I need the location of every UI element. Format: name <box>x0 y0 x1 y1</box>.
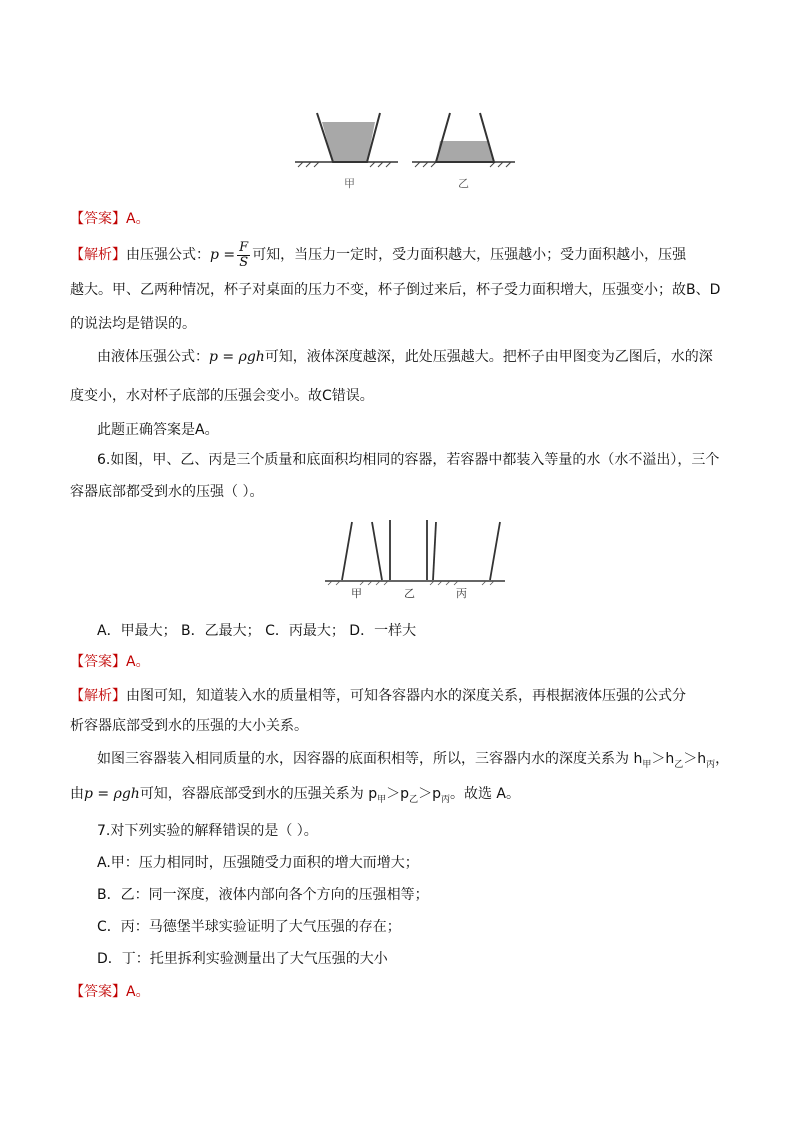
q5-analysis-line3: 的说法均是错误的。 <box>70 316 196 332</box>
subscript-bing: 丙 <box>706 759 716 770</box>
text: ＞p <box>386 786 410 802</box>
q5-analysis-line2: 越大。甲、乙两种情况，杯子对桌面的压力不变，杯子倒过来后，杯子受力面积增大，压强变小；故B、D <box>70 282 721 298</box>
q6-stem-line1: 6.如图，甲、乙、丙是三个质量和底面积均相同的容器，若容器中都装入等量的水（水不溢出），三个 <box>97 452 720 468</box>
answer-tag: 【答案】 <box>70 984 126 1000</box>
answer-value: A。 <box>126 984 150 1000</box>
pressure-fraction <box>237 241 250 270</box>
text: ＞h <box>651 751 675 767</box>
q6-analysis-line1 <box>70 685 686 707</box>
formula: p = ρgh <box>209 349 265 365</box>
text: ＞h <box>683 751 707 767</box>
analysis-tag: 【解析】 <box>70 247 126 263</box>
text: 由液体压强公式： <box>97 349 209 365</box>
q5-analysis-line5: 度变小，水对杯子底部的压强会变小。故C错误。 <box>70 388 374 404</box>
q6-analysis-line4 <box>70 783 520 811</box>
subscript-jia: 甲 <box>642 759 652 770</box>
q6-analysis-line2: 析容器底部受到水的压强的大小关系。 <box>70 718 308 734</box>
q7-option-d: D．丁：托里拆利实验测量出了大气压强的大小 <box>97 951 388 967</box>
text: 如图三容器装入相同质量的水，因容器的底面积相等，所以，三容器内水的深度关系为 h <box>97 751 643 767</box>
q5-answer <box>70 208 150 230</box>
formula-lhs: p = <box>210 247 236 263</box>
text: ＞p <box>418 786 441 802</box>
answer-tag: 【答案】 <box>70 211 126 227</box>
text: 。故选 A。 <box>449 786 521 802</box>
q5-analysis-line4 <box>97 346 713 368</box>
answer-value: A。 <box>126 654 150 670</box>
figure1-label-yi: 乙 <box>458 177 469 190</box>
formula: p = ρgh <box>84 786 140 802</box>
q7-option-b: B．乙：同一深度，液体内部向各个方向的压强相等； <box>97 887 429 903</box>
text: 由压强公式： <box>126 247 210 263</box>
subscript-bing: 丙 <box>440 794 450 805</box>
container-label-bing: 丙 <box>456 587 467 600</box>
text: ， <box>715 751 730 767</box>
text: 可知，当压力一定时，受力面积越大，压强越小；受力面积越小，压强 <box>252 247 687 263</box>
q7-option-c: C．丙：马德堡半球实验证明了大气压强的存在； <box>97 919 401 935</box>
text: 可知，容器底部受到水的压强关系为 p <box>139 786 378 802</box>
fraction-denominator: S <box>239 254 249 270</box>
subscript-yi: 乙 <box>409 794 419 805</box>
container-label-yi: 乙 <box>404 587 415 600</box>
q6-stem-line2: 容器底部都受到水的压强（ ）。 <box>70 484 264 500</box>
text: 可知，液体深度越深，此处压强越大。把杯子由甲图变为乙图后，水的深 <box>264 349 713 365</box>
cups-figure <box>290 105 520 195</box>
containers-figure <box>320 516 510 602</box>
text: 由 <box>70 786 84 802</box>
q6-answer <box>70 651 150 673</box>
container-label-jia: 甲 <box>351 587 362 600</box>
q5-analysis-line1 <box>70 240 686 270</box>
q7-answer <box>70 981 150 1003</box>
figure1-label-jia: 甲 <box>344 177 355 190</box>
answer-tag: 【答案】 <box>70 654 126 670</box>
subscript-yi: 乙 <box>674 759 684 770</box>
q6-analysis-line3 <box>97 748 729 776</box>
text: 由图可知，知道装入水的质量相等，可知各容器内水的深度关系，再根据液体压强的公式分 <box>126 688 686 704</box>
answer-value: A。 <box>126 211 150 227</box>
subscript-jia: 甲 <box>377 794 387 805</box>
fraction-numerator: F <box>239 239 249 255</box>
q7-stem: 7.对下列实验的解释错误的是（ ）。 <box>97 823 318 839</box>
q5-analysis-line6: 此题正确答案是A。 <box>97 422 219 438</box>
q6-options: A．甲最大； B．乙最大； C．丙最大； D．一样大 <box>97 623 417 639</box>
analysis-tag: 【解析】 <box>70 688 126 704</box>
q7-option-a: A.甲：压力相同时，压强随受力面积的增大而增大； <box>97 855 419 871</box>
